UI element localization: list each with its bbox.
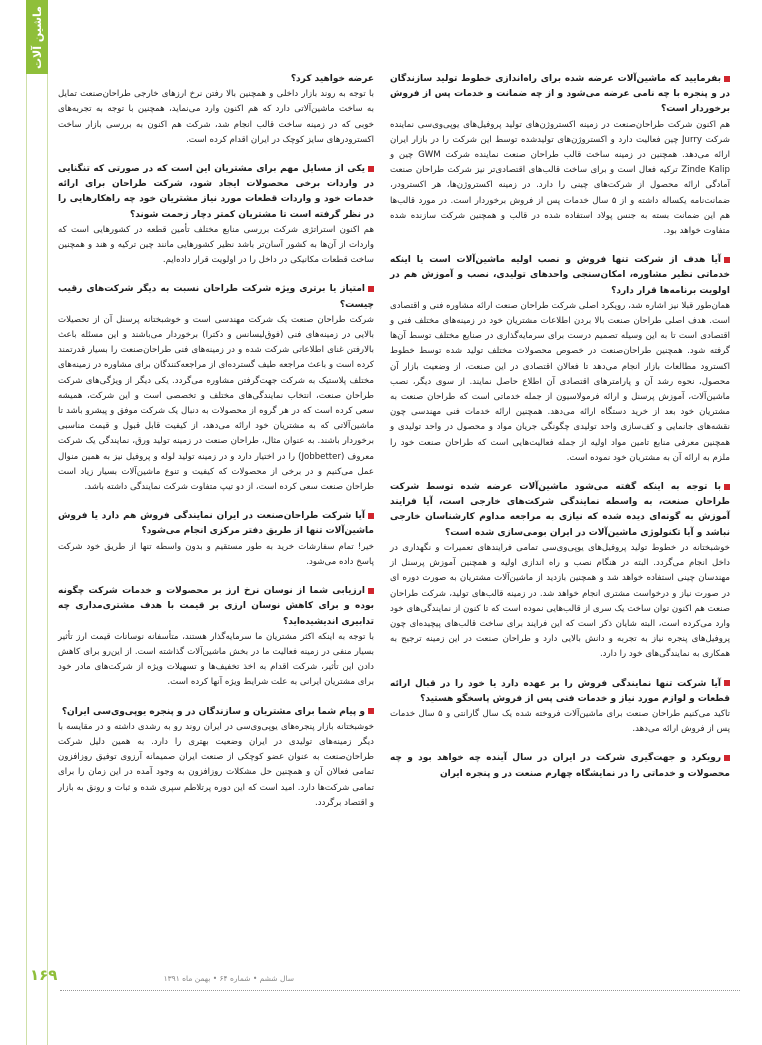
question-7: امتیاز یا برتری ویژه شرکت طراحان نسبت به دیگر شرکت‌های رقیب چیست؟ — [58, 282, 374, 312]
question-10: و پیام شما برای مشتریان و سازندگان در و پنجره یوپی‌وی‌سی ایران؟ — [58, 705, 374, 720]
question-6: یکی از مسایل مهم برای مشتریان این است که در صورتی که تنگنایی در واردات برخی محصولات ایجاد شود، شرکت طراحان برای ارائه خدمات خود و واردات قطعات مورد نیاز مشتریان خود چه راهکارهایی را در نظر گرفته است تا مشتریان کمتر دچار زحمت شوند؟ — [58, 162, 374, 223]
answer-5: با توجه به روند بازار داخلی و همچنین بالا رفتن نرخ ارزهای خارجی طراحان‌صنعت تمایل به ساخت ماشین‌آلاتی دارد که هم اکنون وارد می‌نماید، همچنین با توجه به تجربه‌های خوبی که در زمینه ساخت قالب انجام شد، شرکت هم اکنون به بررسی بازار ساخت اکسترودرهای سایز کوچک در ایران اقدام کرده است. — [58, 89, 374, 145]
side-strip — [26, 0, 48, 1045]
section-tab-label: ماشین آلات — [30, 5, 44, 69]
page-number: ۱۶۹ — [30, 966, 58, 984]
question-2: آیا هدف از شرکت تنها فروش و نصب اولیه ماشین‌آلات است یا اینکه خدماتی نظیر مشاوره، امکان‌سنجی واحدهای تولیدی، نصب و آموزش هم در اولویت برنامه‌ها قرار دارد؟ — [390, 253, 730, 299]
footer-divider — [60, 990, 740, 991]
question-5: رویکرد و جهت‌گیری شرکت در ایران در سال آینده چه خواهد بود و چه محصولات و خدماتی را در نمایشگاه چهارم صنعت در و پنجره ایران — [390, 751, 730, 781]
answer-4: تاکید می‌کنیم طراحان صنعت برای ماشین‌آلات فروخته شده یک سال گارانتی و ۵ سال خدمات پس از فروش ارائه می‌دهد. — [390, 708, 730, 735]
answer-3: خوشبختانه در خطوط تولید پروفیل‌های یوپی‌وی‌سی تمامی فرایندهای تعمیرات و نگهداری در داخل انجام می‌گردد. البته در هنگام نصب و راه اندازی اولیه و همچنین آموزش پرسنل از مهندسان چینی استفاده خواهد شد و همچنین بازدید از ماشین‌آلات مشتریان به صورت دوره ای در صورت نیاز و درخواست مشتری انجام خواهد شد. در زمینه قالب‌های تولید، شرکت طراحان صنعت هم اکنون توان ساخت یک سری از قالب‌هایی نموده است که تا کنون از نمایندگی‌های خود وارد می‌کرده است، البته شایان ذکر است که این فرایند برای ساخت قالب‌های پیچیده‌ای چون پروفیل‌های پنجره نیاز به تجربه و دانش بالایی دارد و طراحان صنعت در این زمینه ترجیح به همکاری به نمایندگی‌های خود را دارد. — [390, 542, 730, 660]
answer-1: هم اکنون شرکت طراحان‌صنعت در زمینه اکستروژن‌های تولید پروفیل‌های یوپی‌وی‌سی نماینده شرکت Jurry چین فعالیت دارد و اکستروژن‌های تولیدشده توسط این شرکت را در بازار ایران ارائه می‌دهد. همچنین در زمینه ساخت قالب طراحان صنعت نماینده شرکت GWM چین و Zinde Kalip ترکیه فعال است و برای ساخت قالب‌های اقتصادی‌تر نیز شرکت طراحان صنعت آمادگی ارائه محصول از شرکت‌های چینی را دارد. در زمینه اکستروژن‌ها، هر اکسترودر، ضمانت‌نامه یکساله داشته و از ۵ سال خدمات پس از فروش برخوردار است. در مورد قالب‌ها هم این ضمانت بسته به جنس پولاد استفاده شده در قالب و همچنین شرکت سازنده شده متفاوت خواهد بود. — [390, 119, 731, 237]
right-column — [390, 72, 730, 782]
answer-10: خوشبختانه بازار پنجره‌های یوپی‌وی‌سی در ایران روند رو به رشدی داشته و در مقایسه با دیگر زمینه‌های تولیدی در ایران وضعیت بهتری را دارد. به همین دلیل شرکت طراحان‌صنعت به عنوان عضو کوچکی از صنعت ایران صمیمانه آرزوی توفیق روزافزون تمامی فعالان آن و همچنین حل مشکلات روزافزون به وجود آمده در این زمان را برای تمامی شرکت‌ها دارد. امید است که این دوره پرتلاطم سپری شده و ثبات و رونق به بازار و اقتصاد برگردد. — [58, 721, 374, 808]
question-4: آیا شرکت تنها نمایندگی فروش را بر عهده دارد یا خود را در قبال ارائه قطعات و لوازم مورد نیاز و خدمات فنی پس از فروش پاسخگو هستید؟ — [390, 677, 730, 707]
answer-8: خیر! تمام سفارشات خرید به طور مستقیم و بدون واسطه تنها از طریق خود شرکت پاسخ داده می‌شود. — [58, 541, 374, 567]
question-8: آیا شرکت طراحان‌صنعت در ایران نمایندگی فروش هم دارد یا فروش ماشین‌آلات تنها از طریق دفتر مرکزی انجام می‌شود؟ — [58, 509, 374, 539]
question-9: ارزیابی شما از نوسان نرخ ارز بر محصولات و خدمات شرکت چگونه بوده و برای کاهش نوسان ارزی بر قیمت با هدف مشتری‌مداری چه تدابیری اندیشیده‌اید؟ — [58, 584, 374, 630]
answer-2: همان‌طور قبلا نیز اشاره شد، رویکرد اصلی شرکت طراحان صنعت ارائه مشاوره فنی و اقتصادی است. هدف اصلی طراحان صنعت بالا بردن اطلاعات مشتریان خود در زمینه‌های مختلف فنی و اقتصادی است تا به این وسیله تصمیم درست برای سرمایه‌گذاری در صنایع مختلف توسط آن‌ها گرفته شود. همچنین طراحان‌صنعت در خصوص محصولات مختلف تولید شده توسط خطوط اکسترود مطالعات بازار انجام می‌دهد تا فعالان اقتصادی در این صنعت، از وضعیت بازار آن محصول، نحوه رشد آن و پارامترهای اقتصادی آن اطلاع حاصل نمایند. از سوی دیگر، نصب ماشین‌آلات، آموزش پرسنل و ارائه فرمولاسیون از جمله خدماتی است که طراحان صنعت به مشتریان خود بعد از خرید دستگاه ارائه می‌دهد. همچنین ارائه خدمات فنی مهندسی چون نقشه‌های جانمایی و کف‌سازی واحد تولیدی چگونگی جریان مواد و محصول در واحد تولیدی و همچنین معرفی منابع تامین مواد اولیه از جمله فعالیت‌هایی است که طراحان صنعت خود را ملزم به ارائه آن به مشتریان خود نموده است. — [390, 300, 730, 463]
question-1: بفرمایید که ماشین‌آلات عرضه شده برای راه‌اندازی خطوط تولید سازندگان در و پنجره با چه نامی عرضه می‌شود و از چه ضمانت و خدمات پس از فروش برخوردار است؟ — [390, 72, 730, 118]
answer-6: هم اکنون استراتژی شرکت بررسی منابع مختلف تأمین قطعه در کشورهایی است که واردات از آن‌ها به کشور آسان‌تر باشد نظیر کشورهایی مانند چین ترکیه و هند و همچنین ساخت قطعات مکانیکی در داخل را در اولویت قرار داده‌ایم. — [58, 224, 374, 266]
question-3: با توجه به اینکه گفته می‌شود ماشین‌آلات عرضه شده توسط شرکت طراحان صنعت، به واسطه نمایندگی شرکت‌های خارجی است، آیا فرایند آموزش به گونه‌ای دیده شده که نیازی به مراجعه مداوم کارشناسان خارجی نباشد و آیا تکنولوژی ماشین‌آلات در ایران بومی‌سازی شده است؟ — [390, 480, 730, 541]
left-column — [58, 72, 374, 825]
section-tab — [26, 0, 48, 74]
answer-7: شرکت طراحان صنعت یک شرکت مهندسی است و خوشبختانه پرسنل آن از تحصیلات بالایی در زمینه‌های فنی (فوق‌لیسانس و دکترا) برخوردار می‌باشند و این مسئله باعث بالارفتن غنای اطلاعاتی شرکت شده و در زمینه‌های فنی طراحان‌صنعت را بسیار قدرتمند کرده است و باعث مراجعه طیف گسترده‌ای از مراجعه‌کنندگان برای مشاوره در زمینه‌های مختلف پلاستیک به شرکت جهت‌گرفتن مشاوره می‌گردد. یکی دیگر از ویژگی‌های شرکت طراحان صنعت، انتخاب نمایندگی‌های مختلف و تخصصی است و این شرکت، همیشه سعی کرده است که در هر گروه از محصولات به دنبال یک شرکت موفق و پیشرو باشد تا ماشین‌آلاتی که به مشتریان خود ارائه می‌دهد، از کیفیت قابل قبول و قیمت مناسبی برخوردار باشند. به عنوان مثال، طراحان صنعت در زمینه تولید ورق، نمایندگی یک شرکت معروف (Jobbetter) را در اختیار دارد و در زمینه تولید لوله و پروفیل نیز به همین منوال عمل می‌کنیم و در برخی از محصولات که کیفیت و تنوع ماشین‌آلات بسیار زیاد است طراحان صنعت سعی کرده است، از دو تیپ متفاوت شرکت نمایندگی داشته باشد. — [58, 314, 374, 493]
answer-9: با توجه به اینکه اکثر مشتریان ما سرمایه‌گذار هستند، متأسفانه نوسانات قیمت ارز تأثیر بسیار منفی در زمینه فعالیت ما در بخش ماشین‌آلات گذاشته است. از این‌رو برای کاهش دادن این تأثیر، شرکت اقدام به اخذ تخفیف‌ها و تسهیلات ویژه از شرکت‌های مادر خود برای مشتریان ایرانی به علت شرایط ویژه آنها کرده است. — [58, 631, 374, 688]
footer-issue-info: سال ششم • شماره ۶۴ • بهمن ماه ۱۳۹۱ — [163, 974, 294, 983]
question-5-continued: عرضه خواهید کرد؟ — [290, 74, 374, 84]
